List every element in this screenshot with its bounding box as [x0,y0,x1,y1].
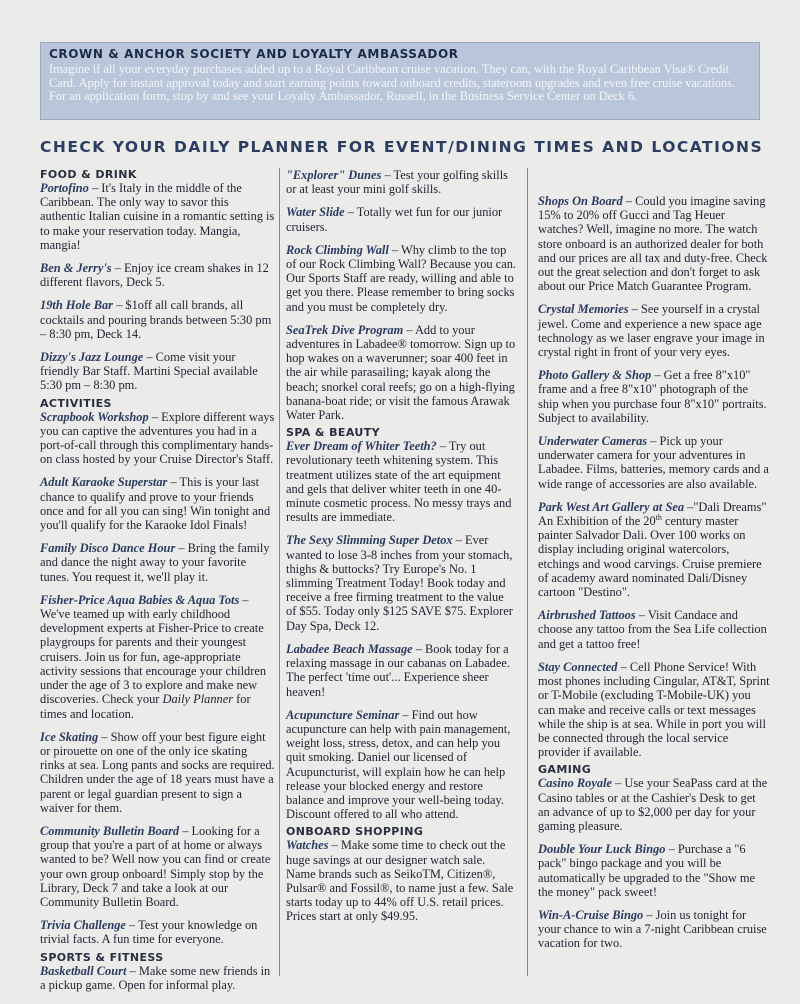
list-item: Photo Gallery & Shop – Get a free 8"x10" frame and a free 8"x10" photograph of the ship when you purchase four 8"x10" portraits. Subject to availability. [538,368,767,425]
list-item: Rock Climbing Wall – Why climb to the top of our Rock Climbing Wall? Because you can. Our Sports Staff are ready, willing and able to get you there. Please remember to bring socks and you must be completely dry. [286,242,517,314]
column-2 [286,168,516,933]
list-item: Family Disco Dance Hour – Bring the family and dance the night away to your favorite tunes. You request it, we'll play it. [40,541,270,584]
column-3 [538,194,770,960]
list-item: 19th Hole Bar – $1off all call brands, all cocktails and pouring brands between 5:30 pm – 8:30 pm, Deck 14. [40,298,272,341]
section-heading-spa: SPA & BEAUTY [286,426,381,440]
list-item: Ice Skating – Show off your best figure eight or pirouette on one of the only ice skating rinks at sea. Long pants and socks are required. Children under the age of 18 years must have a parent or legal guardian present to sign a waiver for them. [40,729,275,815]
list-item: Stay Connected – Cell Phone Service! With most phones including Cingular, AT&T, Sprint or T-Mobile (excluding T-Mobile-UK) you can make and receive calls or text messages while the ship is at sea. While in port you will be connected through the local service provider if available. [538,659,770,760]
list-item: Crystal Memories – See yourself in a crystal jewel. Come and experience a new space age technology as we laser engrave your image in crystal right in front of your very eyes. [538,302,765,360]
list-item: Ben & Jerry's – Enjoy ice cream shakes in 12 different flavors, Deck 5. [40,261,269,290]
page-headline: CHECK YOUR DAILY PLANNER FOR EVENT/DINING TIMES AND LOCATIONS [40,138,764,156]
column-divider [279,168,280,976]
list-item: Park West Art Gallery at Sea –"Dali Dreams" An Exhibition of the 20th century master painter Salvador Dali. Over 100 works on display including original watercolors, etchings and wood carvings. Cruise premiere of academy award nominated Dali/Disney cartoon "Destino". [538,499,767,600]
banner-title: CROWN & ANCHOR SOCIETY AND LOYALTY AMBASSADOR [49,47,459,61]
column-divider [527,168,528,976]
list-item: Watches – Make some time to check out the huge savings at our designer watch sale. Name brands such as SeikoTM, Citizen®, Pulsar® and Fossil®, to name just a few. Sale starts today up to 44% off U.S. retail prices. Prices start at only $49.95. [286,838,514,924]
list-item: Labadee Beach Massage – Book today for a relaxing massage in our cabanas on Labadee. The perfect 'time out'... Experience sheer heaven! [286,641,510,699]
section-heading-sports: SPORTS & FITNESS [40,950,164,964]
list-item: Scrapbook Workshop – Explore different ways you can captive the adventures you had in a port-of-call through this complimentary hands-on class hosted by your Cruise Director's Staff. [40,409,275,467]
section-heading-gaming: GAMING [538,763,592,777]
list-item: Dizzy's Jazz Lounge – Come visit your friendly Bar Staff. Martini Special available 5:30 pm – 8:30 pm. [40,350,258,393]
list-item: Portofino – It's Italy in the middle of the Caribbean. The only way to savor this authentic Italian cuisine in a romantic setting is to make your reservation today. Mangia, mangia! [40,181,275,252]
list-item: Double Your Luck Bingo – Purchase a "6 pack" bingo package and you will be automatically be upgraded to the "Show me the money" pack sweet! [538,842,756,899]
list-item: Airbrushed Tattoos – Visit Candace and choose any tattoo from the Sea Life collection and get a tattoo free! [538,608,767,651]
column-1 [40,168,275,1001]
list-item: Acupuncture Seminar – Find out how acupuncture can help with pain management, weight loss, stress, detox, and can help you quit smoking. Daniel our licensed of Acupuncturist, will explain how he can help release your blocked energy and restore balance and improve your well-being today. Discount offered to all who attend. [286,707,511,822]
list-item: Fisher-Price Aqua Babies & Aqua Tots – We've teamed up with early childhood development experts at Fisher-Price to create playgroups for parents and their youngest cruisers. Join us for fun, age-appropriate activity sessions that encourage your children under the age of 3 to explore and make new discoveries. Check your Daily Planner for times and location. [40,592,267,721]
section-heading-shopping: ONBOARD SHOPPING [286,825,424,839]
list-item: Win-A-Cruise Bingo – Join us tonight for your chance to win a 7-night Caribbean cruise vacation for two. [538,907,767,951]
list-item: The Sexy Slimming Super Detox – Ever wanted to lose 3-8 inches from your stomach, thighs & buttocks? Try Europe's No. 1 slimming Treatment Today! Book today and receive a free firming treatment to the value of $55. Today only $125 SAVE $75. Explorer Day Spa, Deck 12. [286,533,513,633]
list-item: Ever Dream of Whiter Teeth? – Try out revolutionary teeth whitening system. This treatment utilizes state of the art equipment and gels that deliver whiter teeth in one 40-minute cosmetic process. No messy trays and results are immediate. [286,439,512,525]
list-item: Water Slide – Totally wet fun for our junior cruisers. [286,205,503,234]
list-item: "Explorer" Dunes – Test your golfing skills or at least your mini golf skills. [286,168,508,197]
banner-body: Imagine if all your everyday purchases added up to a Royal Caribbean cruise vacation. They can, with the Royal Caribbean Visa® Credit Card. Apply for instant approval today and start earning points toward onboard credits, stateroom upgrades and even free cruise vacations. For an application form, stop by and see your Loyalty Ambassador, Russell, in the Business Service Center on Deck 6. [49,62,736,104]
list-item: Community Bulletin Board – Looking for a group that you're a part of at home or always wanted to be? Well now you can find or create your own group onboard! Simply stop by the Library, Deck 7 and take a look at our Community Bulletin Board. [40,823,271,909]
loyalty-banner [40,42,760,120]
list-item: Basketball Court – Make some new friends in a pickup game. Open for informal play. [40,963,271,992]
list-item: Trivia Challenge – Test your knowledge on trivial facts. A fun time for everyone. [40,918,258,947]
list-item: Underwater Cameras – Pick up your underwater camera for your adventures in Labadee. Films, batteries, memory cards and a wide range of accessories are also available. [538,434,769,491]
section-heading-activities: ACTIVITIES [40,396,112,410]
list-item: Casino Royale – Use your SeaPass card at the Casino tables or at the Cashier's Desk to get an advance of up to $2,000 per day for your gaming pleasure. [538,776,768,833]
list-item: Adult Karaoke Superstar – This is your last chance to qualify and prove to your friends once and for all you can sing! Win tonight and you'll qualify for the Karaoke Idol Finals! [40,475,271,533]
list-item: SeaTrek Dive Program – Add to your adventures in Labadee® tomorrow. Sign up to hop wakes on a waverunner; soar 400 feet in the air while parasailing; kayak along the beach; snorkel coral reefs; go on a high-flying banana-boat ride; or visit the famous Arawak Water Park. [286,322,516,423]
list-item: Shops On Board – Could you imagine saving 15% to 20% off Gucci and Tag Heuer watches? Well, imagine no more. The watch store onboard is an authorized dealer for both and our prices are all tax and duty-free. Check out the great selection and don't forget to ask about our Price Match Guarantee Program. [538,194,768,294]
section-heading-food: FOOD & DRINK [40,168,137,181]
